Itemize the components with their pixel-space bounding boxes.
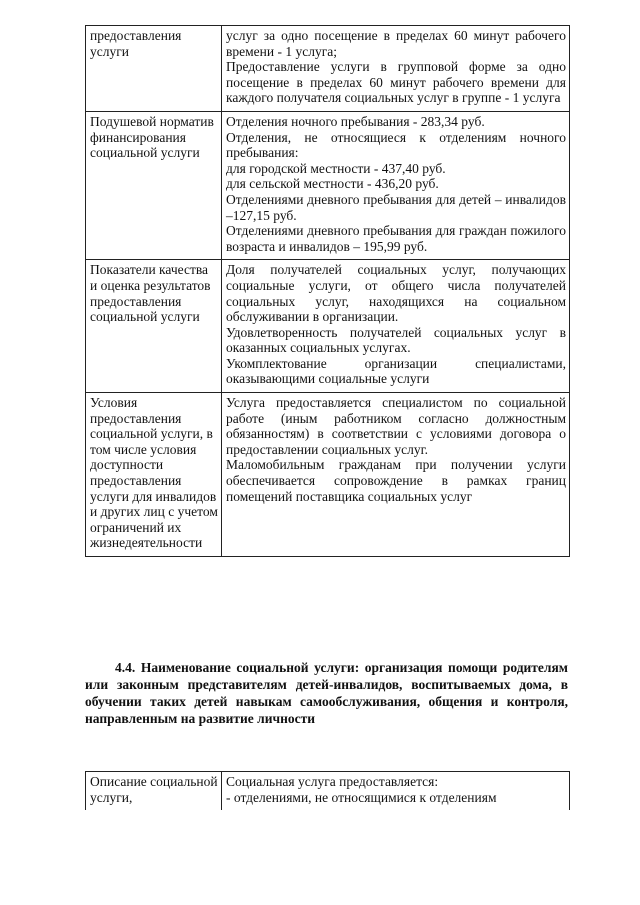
row-label: Подушевой норматив финансирования социальной услуги	[86, 111, 222, 259]
paragraph: Услуга предоставляется специалистом по социальной работе (иным работником согласно должностным обязанностям) в соответствии с условиями договора о предоставлении социальных услуг.	[226, 395, 566, 457]
paragraph: Отделения ночного пребывания - 283,34 руб.	[226, 113, 485, 129]
paragraph: Укомплектование организации специалистами, оказывающими социальные услуги	[226, 355, 566, 387]
row-label: Условия предоставления социальной услуги, в том числе условия доступности предоставления услуги для инвалидов и других лиц с учетом ограничений их жизнедеятельности	[86, 393, 222, 557]
paragraph: Доля получателей социальных услуг, получающих социальные услуги, от общего числа получателей социальных услуг, находящихся на социальном обслуживании в организации.	[226, 262, 566, 325]
paragraph: Маломобильным гражданам при получении услуги обеспечивается сопровождение в рамках границ помещений поставщика социальных услуг	[226, 457, 566, 504]
paragraph: Отделения, не относящиеся к отделениям ночного пребывания:	[226, 129, 566, 161]
paragraph: Отделениями дневного пребывания для граждан пожилого возраста и инвалидов – 195,99 руб.	[226, 223, 566, 254]
row-label: Описание социальной услуги,	[86, 772, 222, 811]
row-label: Показатели качества и оценка результатов предоставления социальной услуги	[86, 260, 222, 393]
paragraph: услуг за одно посещение в пределах 60 минут рабочего времени - 1 услуга;	[226, 28, 566, 59]
paragraph: для городской местности - 437,40 руб.	[226, 160, 446, 176]
paragraph: Отделениями дневного пребывания для детей – инвалидов –127,15 руб.	[226, 191, 566, 223]
social-service-table-continued	[85, 771, 570, 810]
paragraph: Предоставление услуги в групповой форме за одно посещение в пределах 60 минут рабочего времени для каждого получателя социальных услуг в группе - 1 услуга	[226, 59, 566, 106]
table-row	[86, 26, 570, 112]
row-value	[222, 26, 570, 112]
row-value	[222, 260, 570, 393]
row-value	[222, 111, 570, 259]
row-value	[222, 393, 570, 557]
table-row	[86, 111, 570, 259]
paragraph: Удовлетворенность получателей социальных услуг в оказанных социальных услугах.	[226, 324, 566, 356]
paragraph: Социальная услуга предоставляется:	[226, 774, 439, 789]
table-row	[86, 393, 570, 557]
paragraph: для сельской местности - 436,20 руб.	[226, 176, 439, 192]
row-label: предоставления услуги	[86, 26, 222, 112]
table-row	[86, 772, 570, 811]
section-heading: 4.4. Наименование социальной услуги: организация помощи родителям или законным представителям детей-инвалидов, воспитываемых дома, в обучении таких детей навыкам самообслуживания, общения и контроля, направленным на развитие личности	[85, 660, 568, 726]
paragraph: - отделениями, не относящимися к отделениям	[226, 789, 497, 805]
row-value	[222, 772, 570, 811]
table-row	[86, 260, 570, 393]
social-service-table	[85, 25, 570, 557]
